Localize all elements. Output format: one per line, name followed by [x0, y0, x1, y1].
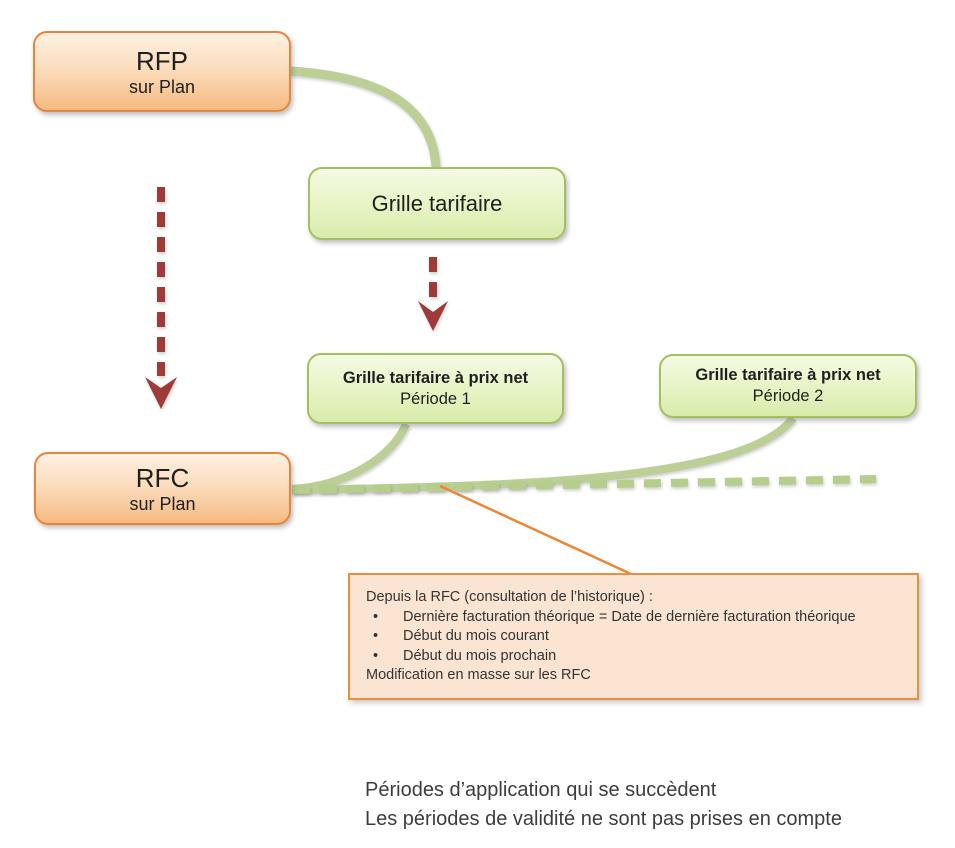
node-rfp-subtitle: sur Plan [128, 76, 196, 97]
callout-pointer-line [440, 486, 631, 574]
node-rfp [33, 31, 291, 112]
bullet-icon: • [373, 608, 379, 625]
callout-bullet-1-text: Dernière facturation théorique = Date de dernière facturation théorique [403, 608, 856, 625]
callout-bullet-1 [366, 608, 901, 628]
footer-note [365, 776, 842, 834]
node-periode1-subtitle: Période 1 [400, 389, 471, 408]
node-rfc-title: RFC [135, 462, 190, 493]
callout-outro: Modification en masse sur les RFC [366, 667, 591, 683]
periode1-to-rfc-connector [292, 424, 406, 489]
node-periode2-subtitle: Période 2 [752, 387, 824, 405]
footer-line-1: Périodes d’application qui se succèdent [365, 779, 717, 801]
callout-bullet-2-text: Début du mois courant [403, 628, 549, 644]
grille-to-periode1-arrowhead-icon [418, 301, 448, 331]
rfp-to-rfc-arrowhead-icon [145, 377, 177, 409]
node-periode2-title: Grille tarifaire à prix net [695, 366, 881, 384]
node-rfc [34, 452, 291, 525]
footer-line-2: Les périodes de validité ne sont pas prises en compte [365, 808, 842, 830]
rfc-callout-box [348, 573, 919, 700]
callout-bullet-3 [366, 647, 901, 667]
node-periode1-title: Grille tarifaire à prix net [342, 368, 529, 387]
periode2-to-rfc-connector [292, 418, 793, 490]
bullet-icon: • [373, 647, 379, 664]
node-rfp-title: RFP [136, 45, 188, 76]
node-grille-title: Grille tarifaire [371, 190, 503, 216]
dashed-timeline-line [293, 479, 876, 490]
node-grille-tarifaire [308, 167, 566, 240]
bullet-icon: • [373, 628, 379, 644]
callout-bullet-3-text: Début du mois prochain [403, 647, 557, 664]
rfp-to-grille-connector [291, 71, 436, 167]
node-grille-prix-net-periode2 [659, 354, 917, 418]
node-rfc-subtitle: sur Plan [129, 493, 196, 514]
callout-bullet-2 [366, 627, 901, 647]
callout-intro: Depuis la RFC (consultation de l’historique) : [366, 589, 653, 605]
node-grille-prix-net-periode1 [307, 353, 564, 424]
